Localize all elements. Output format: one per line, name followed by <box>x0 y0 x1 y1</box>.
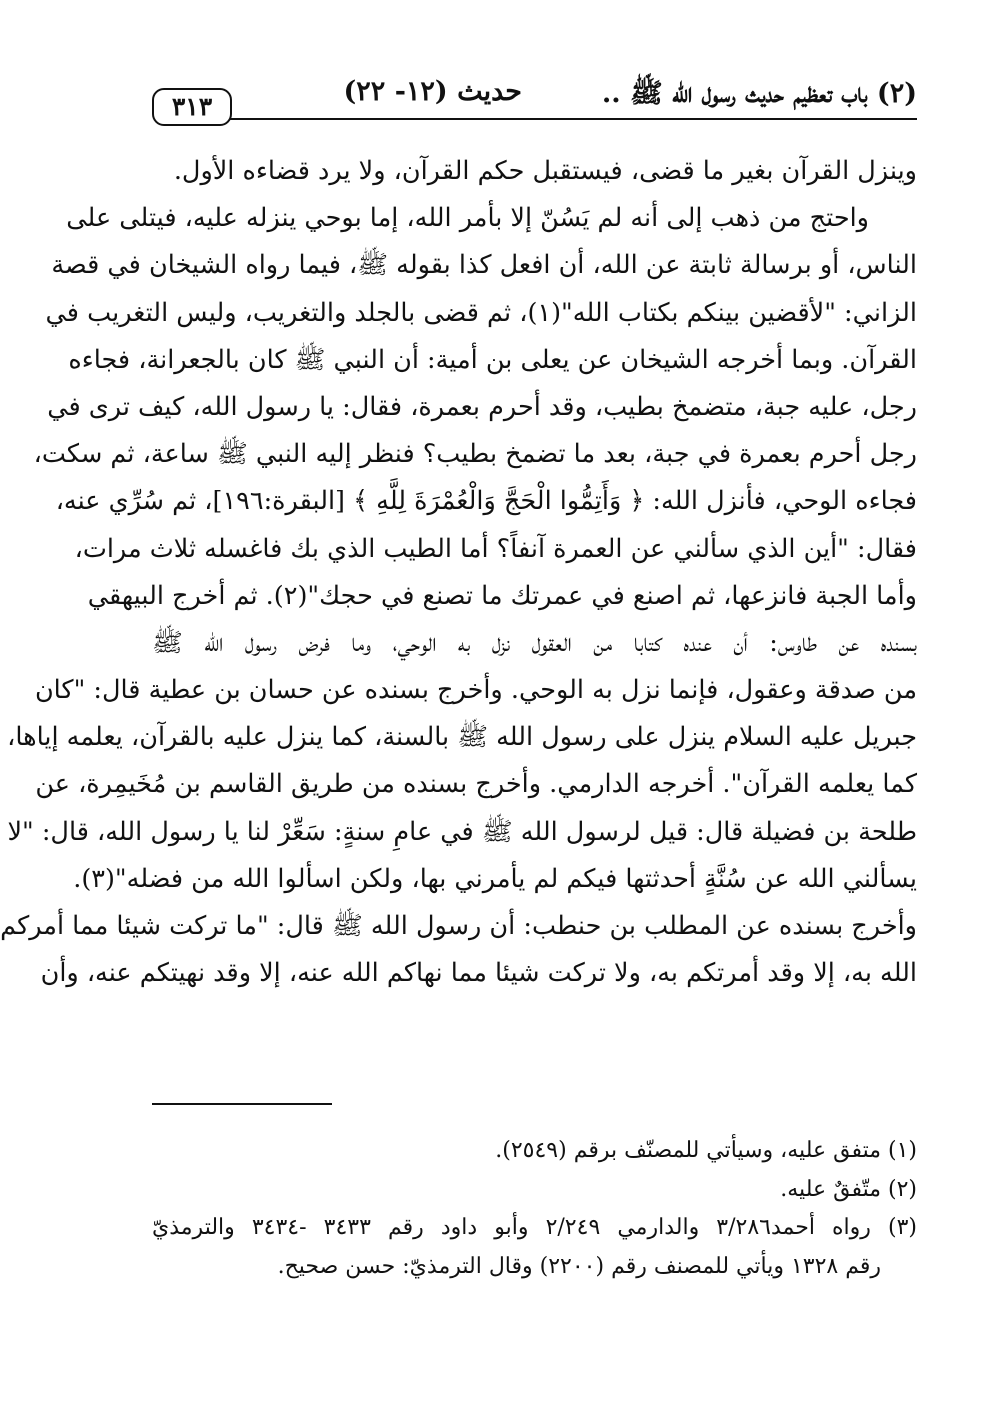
body-line: القرآن. وبما أخرجه الشيخان عن يعلى بن أمية: أن النبي ﷺ كان بالجعرانة، فجاءه <box>68 344 917 375</box>
page-number: ٣١٣ <box>152 88 232 126</box>
body-line: وينزل القرآن بغير ما قضى، فيستقبل حكم القرآن، ولا يرد قضاءه الأول. <box>173 156 917 186</box>
footnote-separator <box>152 1103 332 1105</box>
page-header <box>152 72 917 128</box>
body-line: رجل، عليه جبة، متضمخ بطيب، وقد أحرم بعمرة، فقال: يا رسول الله، كيف ترى في <box>47 391 917 422</box>
body-line: طلحة بن فضيلة قال: قيل لرسول الله ﷺ في عامِ سنةٍ: سَعِّرْ لنا يا رسول الله، قال: "لا <box>7 816 917 847</box>
body-line: الزاني: "لأقضين بينكم بكتاب الله"(١)، ثم قضى بالجلد والتغريب، وليس التغريب في <box>45 297 917 328</box>
footnote-3: (٣) رواه أحمد٣/٢٨٦ والدارمي ٢/٢٤٩ وأبو داود رقم ٣٤٣٣ -٣٤٣٤ والترمذيّ <box>152 1215 918 1240</box>
footnote-3-continued: رقم ١٣٢٨ ويأتي للمصنف رقم (٢٢٠٠) وقال الترمذيّ: حسن صحيح. <box>277 1253 881 1279</box>
body-line: وأما الجبة فانزعها، ثم اصنع في عمرتك ما تصنع في حجك"(٢). ثم أخرج البيهقي <box>87 580 917 611</box>
footnote-1: (١) متفق عليه، وسيأتي للمصنّف برقم (٢٥٤٩). <box>495 1138 917 1163</box>
body-text <box>0 148 917 997</box>
body-line: فجاءه الوحي، فأنزل الله: ﴿ وَأَتِمُّوا الْحَجَّ وَالْعُمْرَةَ لِلَّهِ ﴾ [البقرة:١٩٦]، ثم سُرِّي عنه، <box>55 486 917 517</box>
body-line: بسنده عن طاوس: أن عنده كتابا من العقول نزل به الوحي، وما فرض رسول الله ﷺ <box>152 627 917 658</box>
body-line: كما يعلمه القرآن". أخرجه الدارمي. وأخرج بسنده من طريق القاسم بن مُخَيمِرة، عن <box>35 769 917 800</box>
hadith-range: حديث (١٢- ٢٢) <box>343 76 522 107</box>
body-line: واحتج من ذهب إلى أنه لم يَسُنّ إلا بأمر الله، إما بوحي ينزله عليه، فيتلى على <box>66 203 869 234</box>
footnote-2: (٢) متّفقٌ عليه. <box>780 1176 917 1202</box>
header-rule <box>160 118 917 120</box>
body-line: الناس، أو برسالة ثابتة عن الله، أن افعل كذا بقوله ﷺ، فيما رواه الشيخان في قصة <box>51 250 917 281</box>
body-line: وأخرج بسنده عن المطلب بن حنطب: أن رسول الله ﷺ قال: "ما تركت شيئا مما أمركم <box>0 911 917 941</box>
body-line: رجل أحرم بعمرة في جبة، بعد ما تضمخ بطيب؟ فنظر إليه النبي ﷺ ساعة، ثم سكت، <box>33 439 917 470</box>
chapter-title: (٢) باب تعظيم حديث رسول الله ﷺ .. <box>601 78 917 109</box>
body-line: يسألني الله عن سُنَّةٍ أحدثتها فيكم لم يأمرني بها، ولكن اسألوا الله من فضله"(٣). <box>73 863 917 894</box>
body-line: من صدقة وعقول، فإنما نزل به الوحي. وأخرج بسنده عن حسان بن عطية قال: "كان <box>34 675 917 706</box>
footnotes <box>152 1132 917 1286</box>
body-line: جبريل عليه السلام ينزل على رسول الله ﷺ بالسنة، كما ينزل عليه بالقرآن، يعلمه إياها، <box>7 722 917 753</box>
body-line: فقال: "أين الذي سألني عن العمرة آنفاً؟ أما الطيب الذي بك فاغسله ثلاث مرات، <box>74 533 917 564</box>
body-line: الله به، إلا وقد أمرتكم به، ولا تركت شيئا مما نهاكم الله عنه، إلا وقد نهيتكم عنه، وأن <box>40 958 917 989</box>
